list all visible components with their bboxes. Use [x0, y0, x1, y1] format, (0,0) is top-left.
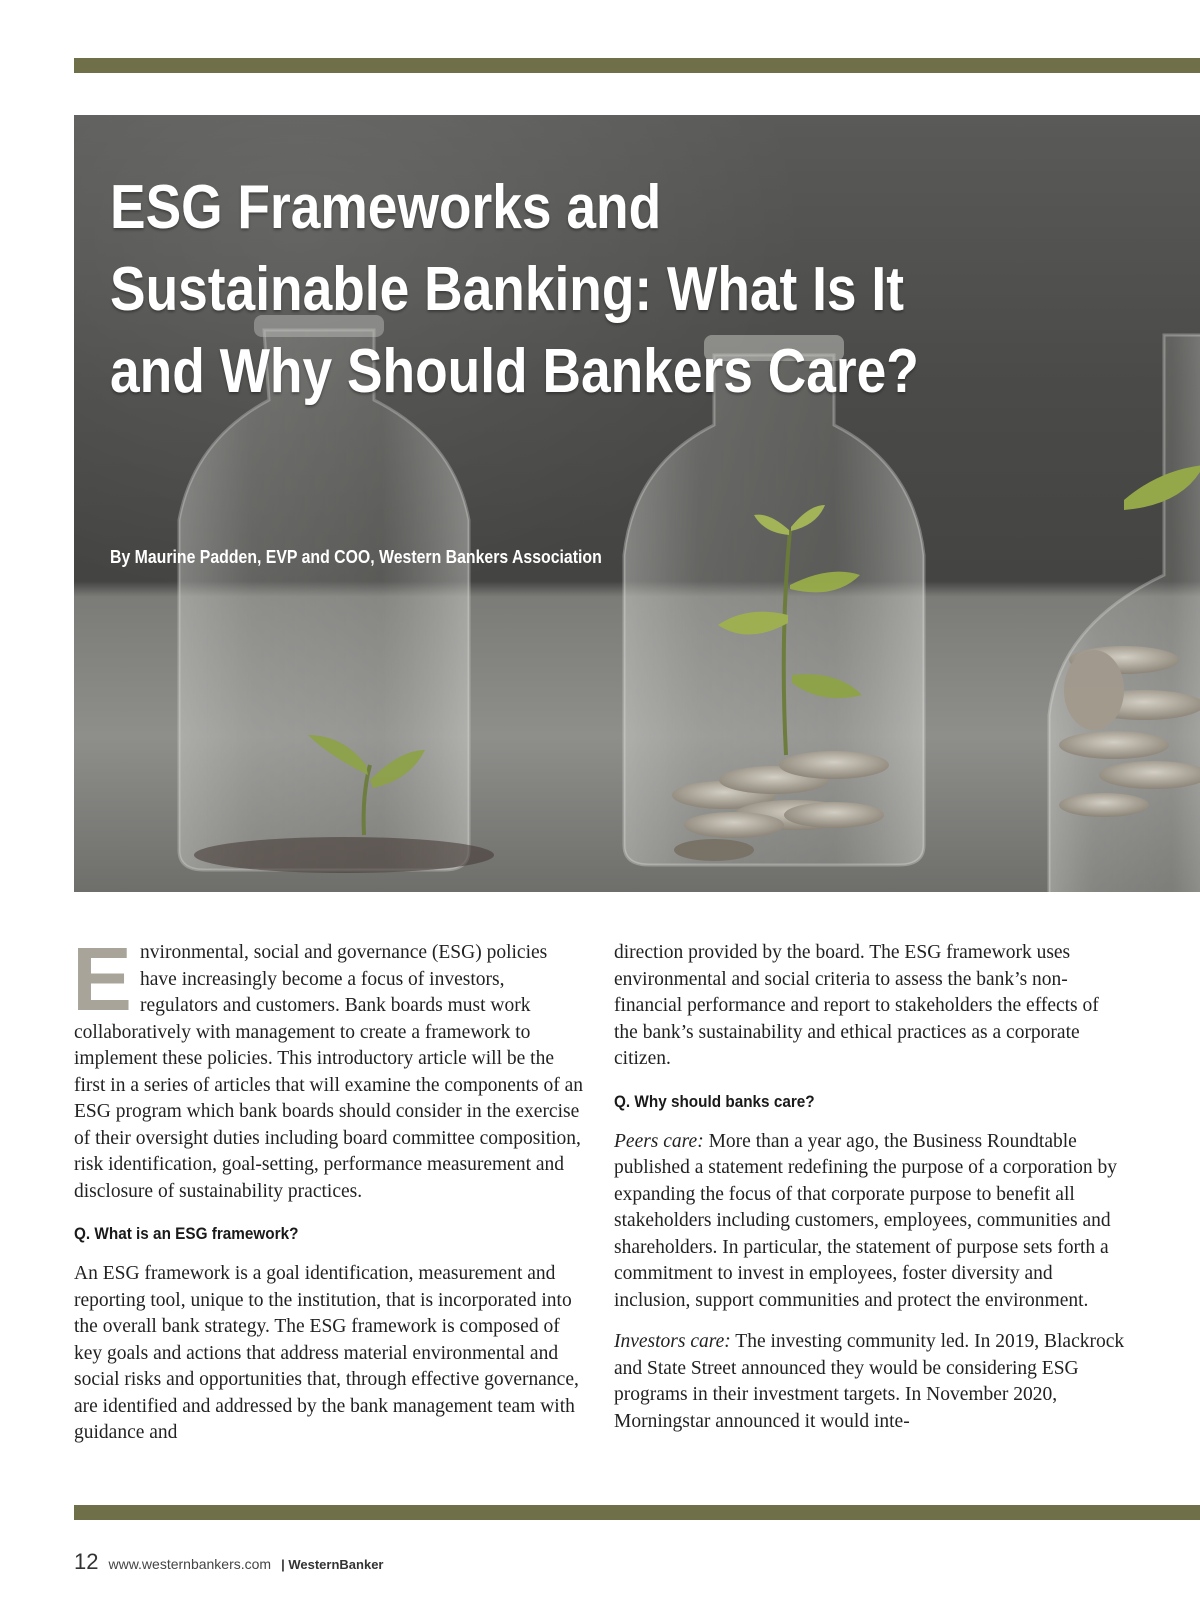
- paragraph-board-direction: direction provided by the board. The ESG framework uses environmental and social criteria to assess the bank’s non-financial performance and report to stakeholders the effects of the bank’s sustainability and ethical practices as a corporate citizen.: [614, 942, 1099, 1069]
- investors-care-lead: Investors care:: [614, 1331, 731, 1352]
- top-rule: [74, 58, 1200, 73]
- article-byline: By Maurine Padden, EVP and COO, Western Bankers Association: [110, 547, 602, 567]
- peers-care-text: More than a year ago, the Business Roundtable published a statement redefining the purpose of a corporation by expanding the focus of that corporate purpose to benefit all stakeholders including customers, employees, communities and shareholders. In particular, the statement of purpose sets forth a commitment to invest in employees, foster diversity and inclusion, support communities and protect the environment.: [614, 1130, 1118, 1311]
- jar-center: [624, 335, 924, 865]
- paragraph-investors-care: [614, 1329, 1126, 1435]
- article-title: ESG Frameworks and Sustainable Banking: What Is It and Why Should Bankers Care?: [110, 173, 919, 406]
- peers-care-lead: Peers care:: [614, 1130, 704, 1152]
- drop-cap: E: [72, 930, 133, 1030]
- website-link[interactable]: www.westernbankers.com: [108, 1556, 272, 1572]
- paragraph-peers-care: [614, 1129, 1126, 1315]
- question-heading-1: Q. What is an ESG framework?: [74, 1224, 299, 1243]
- bottom-rule: [74, 1505, 1200, 1520]
- page-number: 12: [74, 1549, 99, 1574]
- hero-image: [74, 115, 1200, 892]
- question-heading-2: Q. Why should banks care?: [614, 1091, 815, 1111]
- article-column-left: [72, 930, 586, 1462]
- article-column-right: [614, 940, 1126, 1450]
- intro-text: nvironmental, social and governance (ESG) policies have increasingly become a focus of investors, regulators and customers. Bank boards must work collaboratively with management to create a framework to implement these policies. This introductory article will be the first in a series of articles that will examine the components of an ESG program which bank boards should consider in the exercise of their oversight duties including board committee composition, risk identification, goal-setting, performance measurement and disclosure of sustainability practices.: [74, 942, 584, 1202]
- page-footer: [74, 1549, 384, 1575]
- paragraph-esg-framework: An ESG framework is a goal identification, measurement and reporting tool, unique to the institution, that is incorporated into the overall bank strategy. The ESG framework is composed of key goals and actions that address material environmental and social risks and opportunities that, through effective governance, are identified and addressed by the bank management team with guidance and: [74, 1263, 579, 1443]
- publication-name: | WesternBanker: [281, 1557, 384, 1572]
- investors-care-text: The investing community led. In 2019, Blackrock and State Street announced they would be considering ESG programs in their investment targets. In November 2020, Morningstar announced it would inte-: [614, 1331, 1125, 1432]
- intro-paragraph: [72, 930, 586, 1205]
- jar-right: [1049, 335, 1200, 892]
